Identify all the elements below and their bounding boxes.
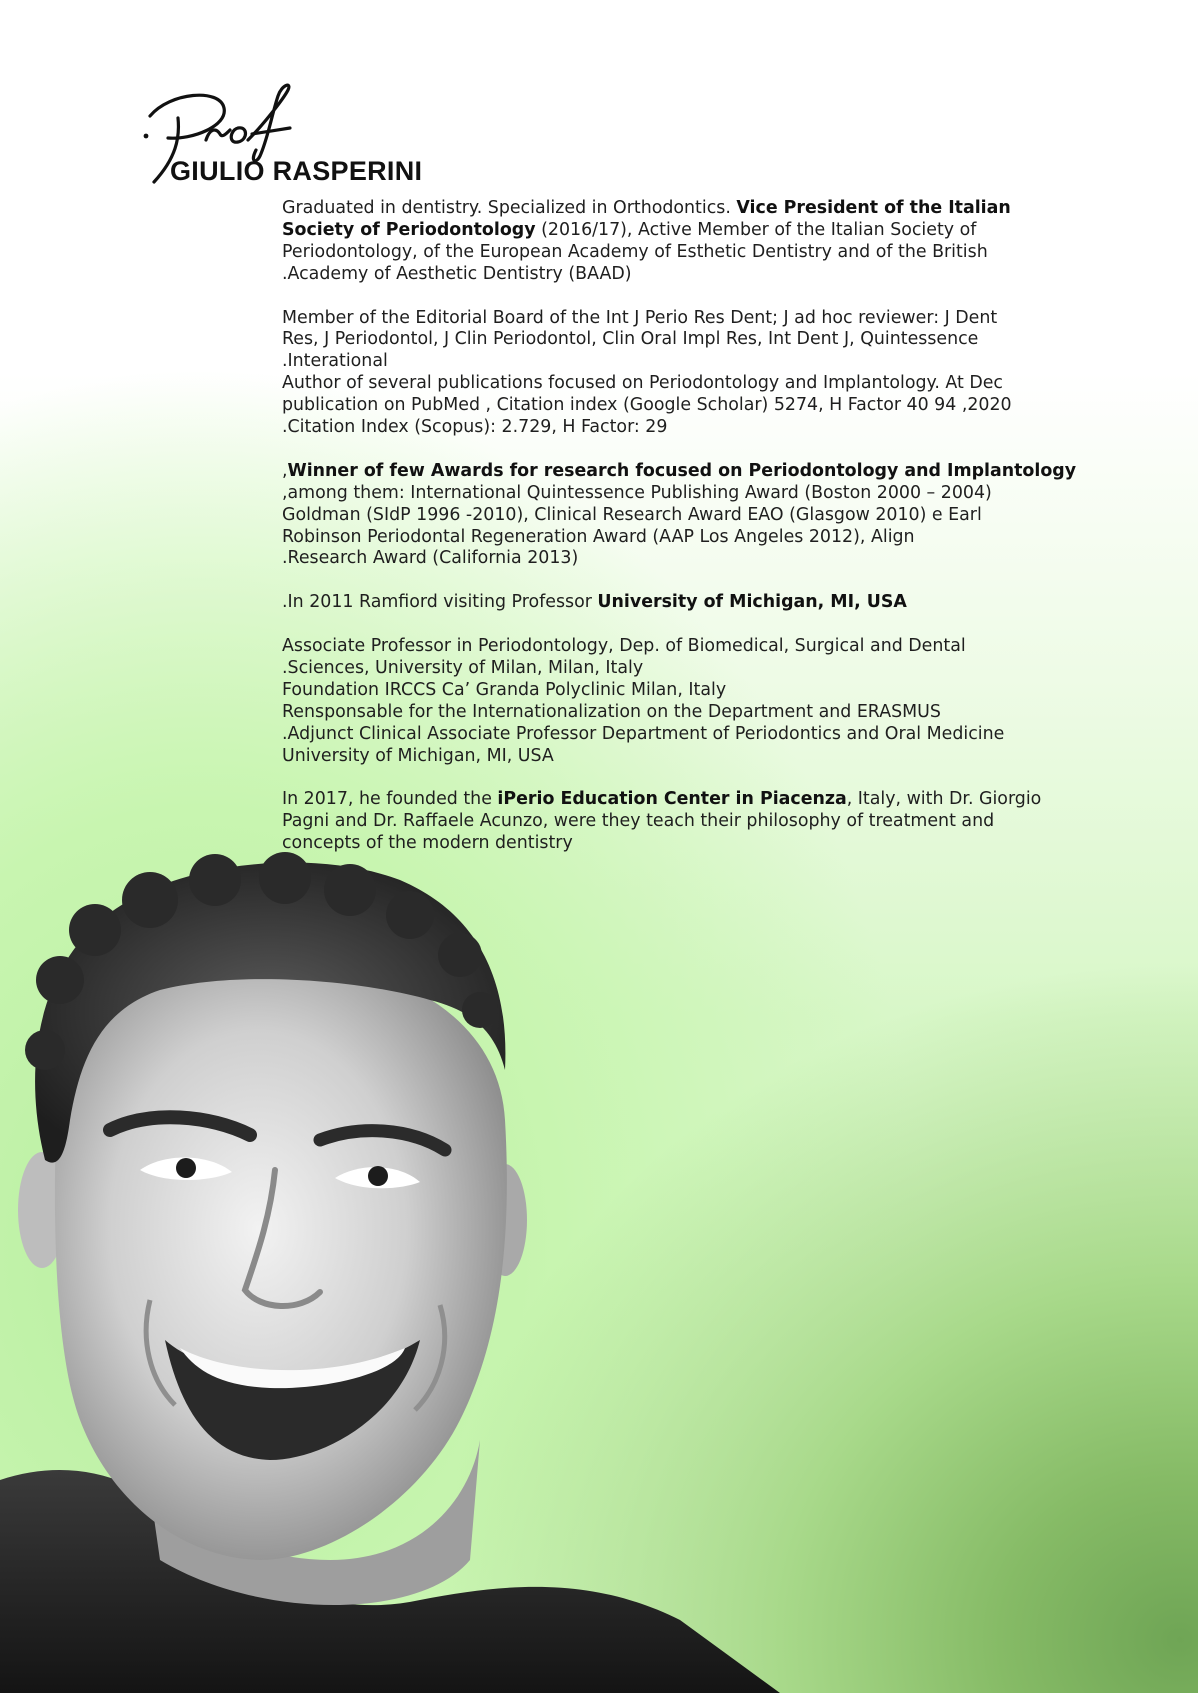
biography: [282, 198, 1077, 877]
bio-line: .Adjunct Clinical Associate Professor Department of Periodontics and Oral Medicine: [282, 723, 1005, 744]
bio-line: Author of several publications focused on Periodontology and Implantology. At Dec: [282, 373, 1003, 394]
bio-paragraph-iperio: [282, 789, 1062, 855]
bio-line: University of Michigan, MI, USA: [282, 745, 554, 766]
bio-line: Goldman (SIdP 1996 -2010), Clinical Research Award EAO (Glasgow 2010) e Earl: [282, 504, 982, 525]
bio-line: concepts of the modern dentistry: [282, 833, 573, 854]
bio-line: Res, J Periodontol, J Clin Periodontol, Clin Oral Impl Res, Int Dent J, Quintessence: [282, 329, 979, 350]
bio-line: Society of Periodontology (2016/17), Active Member of the Italian Society of: [282, 219, 977, 240]
bio-line: .Academy of Aesthetic Dentistry (BAAD): [282, 263, 632, 284]
bio-line: Associate Professor in Periodontology, Dep. of Biomedical, Surgical and Dental: [282, 636, 966, 657]
bio-line: publication on PubMed , Citation index (Google Scholar) 5274, H Factor 40 94 ,2020: [282, 395, 1012, 416]
bio-line: ,Winner of few Awards for research focused on Periodontology and Implantology: [282, 460, 1077, 481]
bio-line: Member of the Editorial Board of the Int J Perio Res Dent; J ad hoc reviewer: J Dent: [282, 307, 998, 328]
bio-line: .Sciences, University of Milan, Milan, Italy: [282, 657, 644, 678]
bio-line: .In 2011 Ramfiord visiting Professor University of Michigan, MI, USA: [282, 592, 907, 613]
bio-paragraph-positions: [282, 636, 1062, 767]
doctor-name: GIULIO RASPERINI: [170, 156, 423, 186]
bio-line: Robinson Periodontal Regeneration Award (AAP Los Angeles 2012), Align: [282, 526, 915, 547]
bio-line: .Interational: [282, 351, 388, 372]
bio-line: .Citation Index (Scopus): 2.729, H Factor: 29: [282, 417, 668, 438]
bio-paragraph-editorial: [282, 308, 1062, 374]
bio-line: ,among them: International Quintessence Publishing Award (Boston 2000 – 2004): [282, 482, 992, 503]
bio-line: Foundation IRCCS Ca’ Granda Polyclinic Milan, Italy: [282, 679, 727, 700]
bio-paragraph-awards: [282, 460, 1077, 571]
bio-line: Rensponsable for the Internationalization on the Department and ERASMUS: [282, 701, 941, 722]
portrait-photo: [0, 860, 780, 1693]
bio-line: Graduated in dentistry. Specialized in Orthodontics. Vice President of the Italian: [282, 198, 1011, 218]
bio-paragraph-publications: [282, 373, 1062, 439]
bio-line: Periodontology, of the European Academy of Esthetic Dentistry and of the British: [282, 241, 988, 262]
bio-line: Pagni and Dr. Raffaele Acunzo, were they teach their philosophy of treatment and: [282, 811, 995, 832]
bio-line: In 2017, he founded the iPerio Education Center in Piacenza, Italy, with Dr. Giorgio: [282, 789, 1042, 810]
bio-paragraph-visiting: [282, 592, 1062, 614]
bio-line: .Research Award (California 2013): [282, 548, 579, 569]
prof-script-text: Prof: [140, 65, 170, 82]
bio-paragraph-education: [282, 198, 1062, 286]
